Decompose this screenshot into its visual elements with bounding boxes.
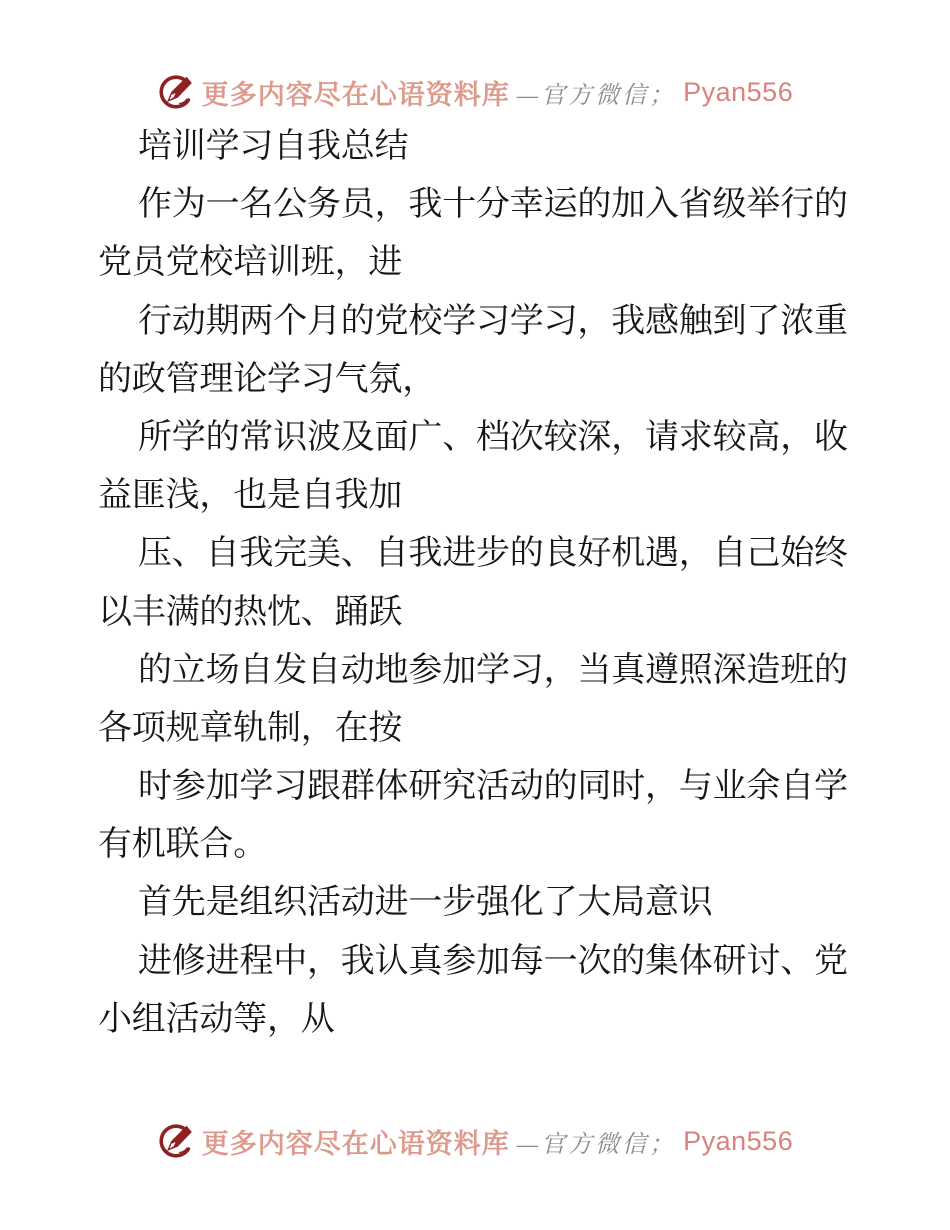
document-line: 的政管理论学习气氛， — [98, 360, 436, 398]
wechat-id: Pyan556 — [683, 76, 794, 107]
document-line: 的立场自发自动地参加学习，当真遵照深造班的 — [138, 651, 848, 689]
document-line: 首先是组织活动进一步强化了大局意识 — [138, 884, 713, 922]
document-line: 各项规章轨制，在按 — [98, 709, 403, 747]
document-line: 益匪浅，也是自我加 — [98, 477, 403, 515]
brand-banner-text: 更多内容尽在心语资料库 — [201, 1128, 510, 1159]
document-line: 以丰满的热忱、踊跃 — [98, 593, 403, 631]
document-line: 有机联合。 — [98, 826, 267, 864]
document-line: 进修进程中，我认真参加每一次的集体研讨、党 — [138, 942, 848, 980]
document-line: 压、自我完美、自我进步的良好机遇，自己始终 — [138, 535, 848, 573]
document-line: 党员党校培训班，进 — [98, 244, 403, 282]
document-line: 所学的常识波及面广、档次较深，请求较高，收 — [138, 418, 848, 456]
wechat-label: —官方微信； — [516, 82, 677, 109]
footer-brand-banner — [0, 1121, 950, 1161]
pen-nib-swirl-logo-icon — [157, 73, 195, 111]
wechat-label: —官方微信； — [516, 1131, 677, 1158]
brand-banner-text: 更多内容尽在心语资料库 — [201, 79, 510, 110]
wechat-id: Pyan556 — [683, 1125, 794, 1156]
document-body — [98, 118, 858, 1049]
document-line: 小组活动等，从 — [98, 1000, 335, 1038]
pen-nib-swirl-logo-icon — [157, 1122, 195, 1160]
document-title-line: 培训学习自我总结 — [138, 128, 409, 165]
document-line: 行动期两个月的党校学习学习，我感触到了浓重 — [138, 302, 848, 340]
document-line: 作为一名公务员，我十分幸运的加入省级举行的 — [138, 186, 848, 224]
header-brand-banner — [0, 72, 950, 112]
document-line: 时参加学习跟群体研究活动的同时，与业余自学 — [138, 768, 848, 806]
